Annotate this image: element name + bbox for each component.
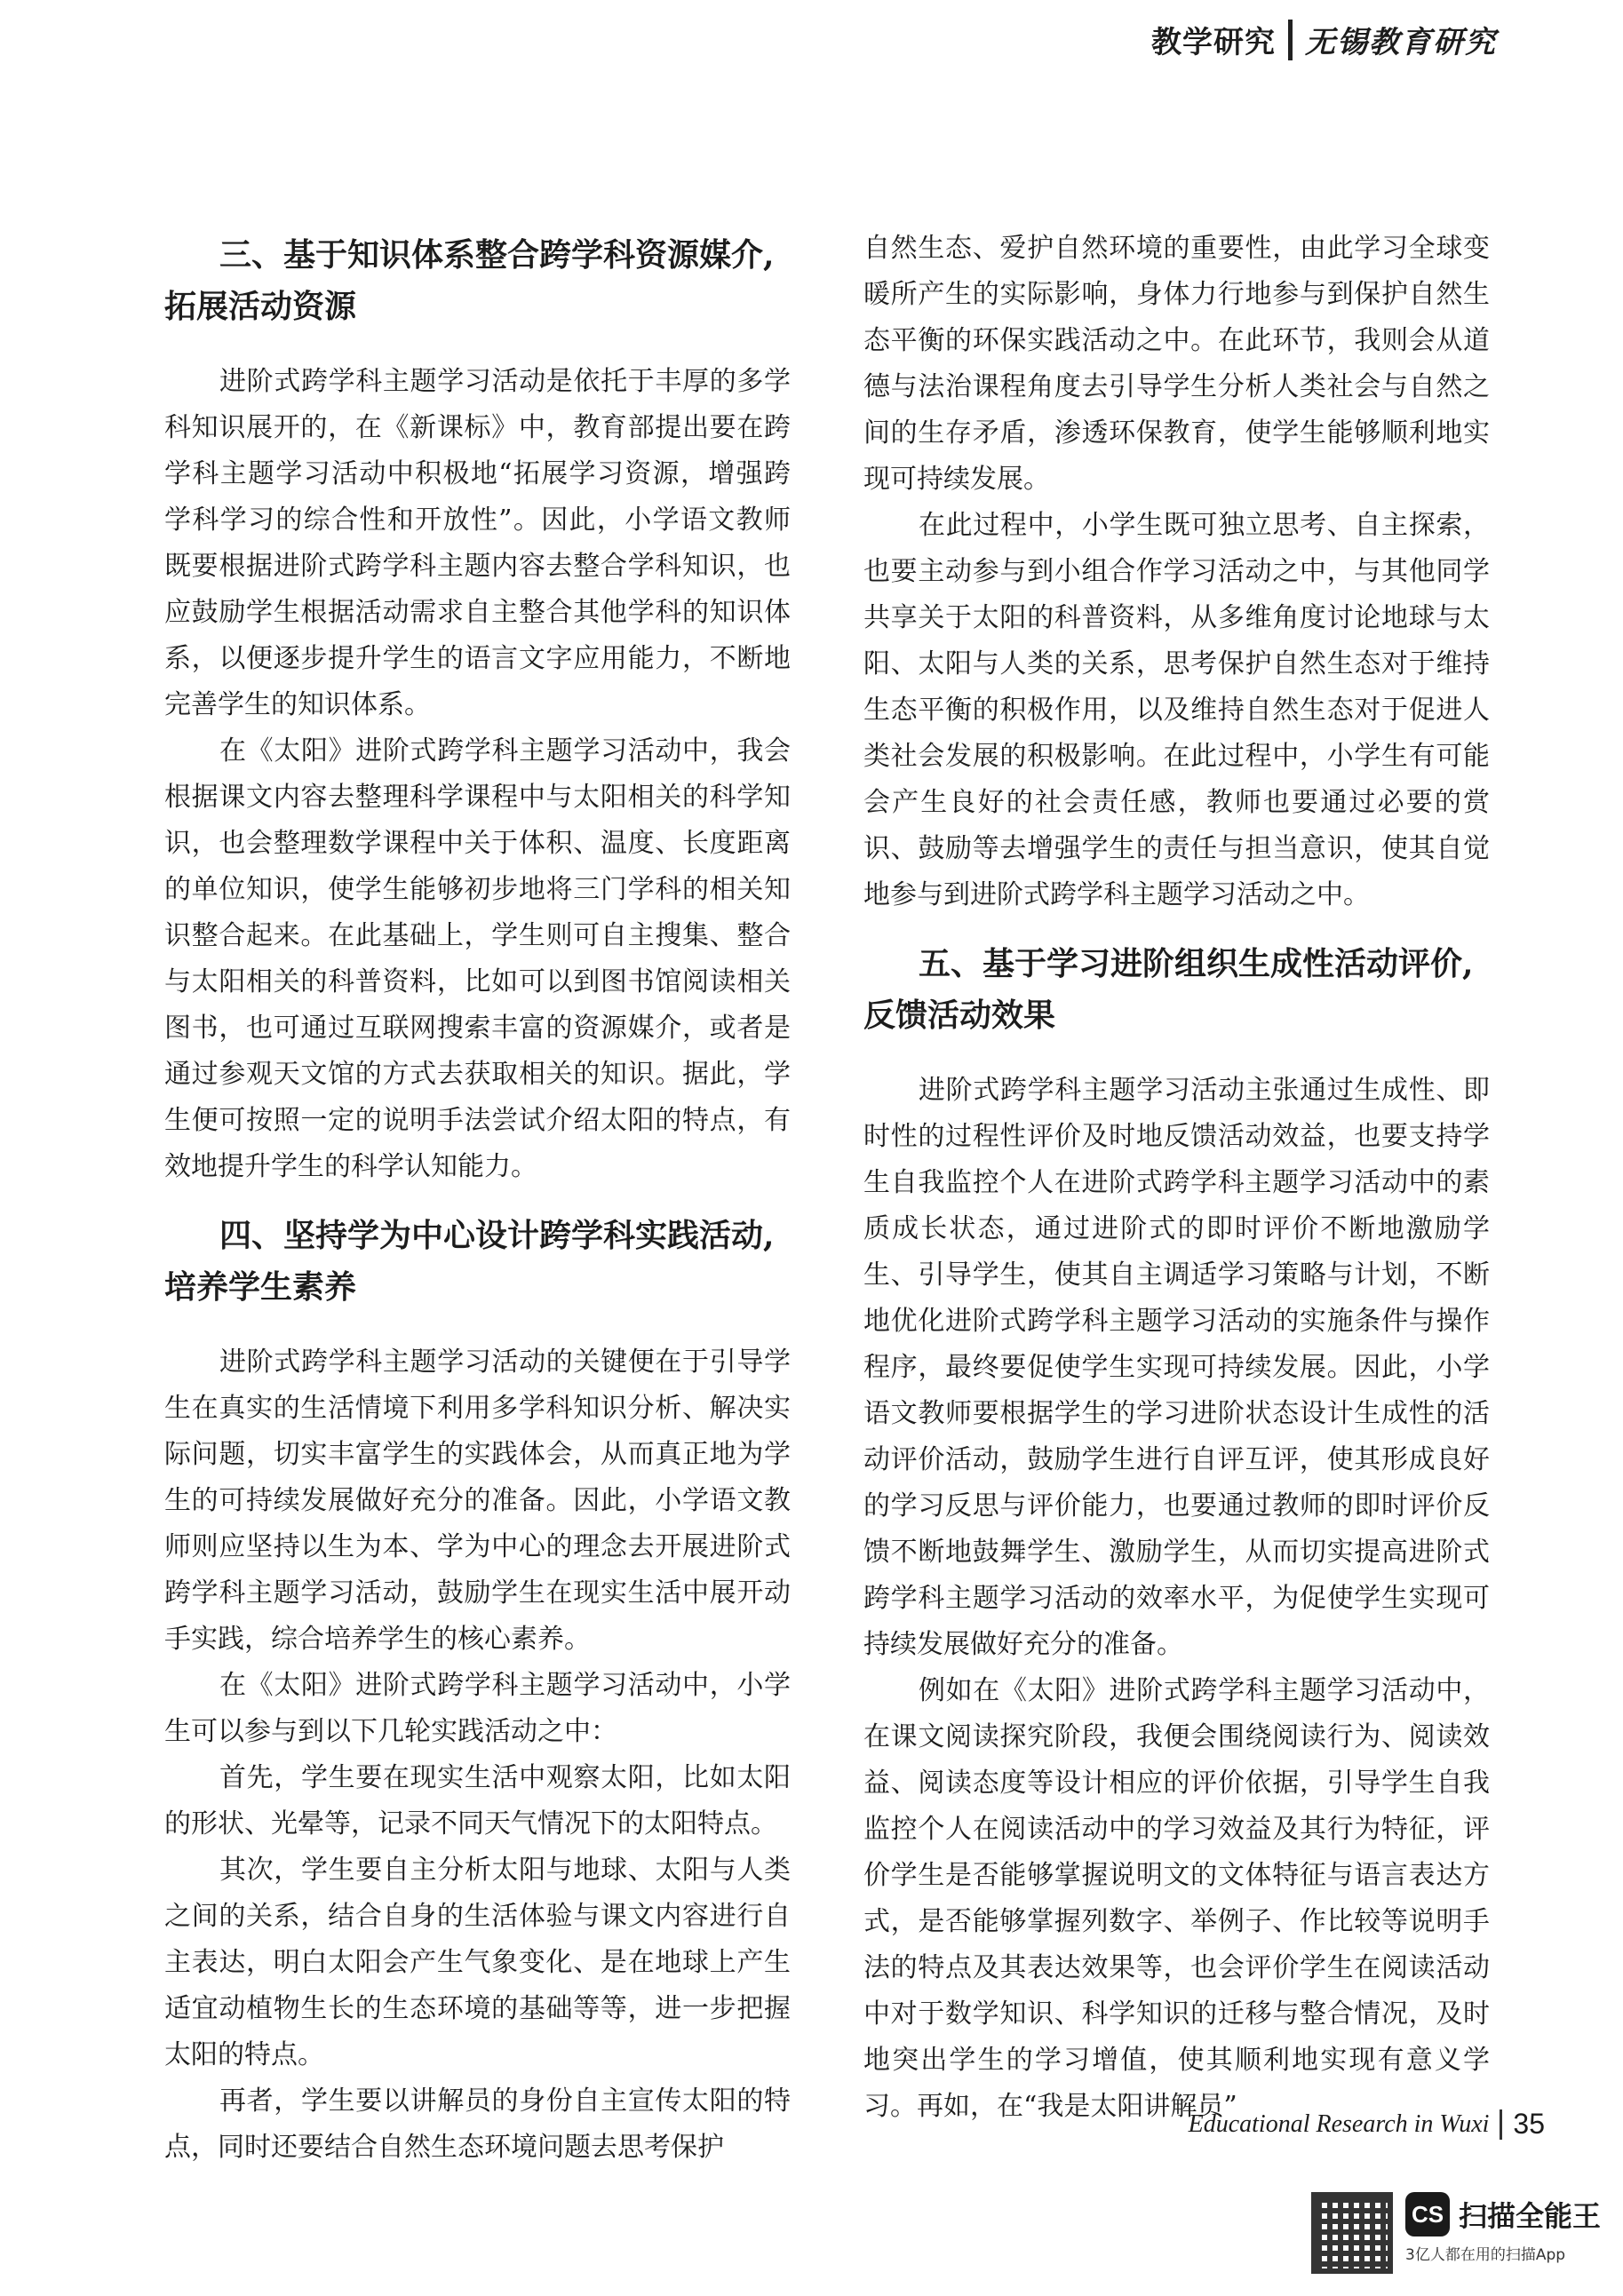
paragraph: 进阶式跨学科主题学习活动的关键便在于引导学生在真实的生活情境下利用多学科知识分析、解决实际问题，切实丰富学生的实践体会，从而真正地为学生的可持续发展做好充分的准备。因此，小学语文教师则应坚持以生为本、学为中心的理念去开展进阶式跨学科主题学习活动，鼓励学生在现实生活中展开动手实践，综合培养学生的核心素养。 [164,1347,791,1655]
heading-3-line2: 拓展活动资源 [164,288,357,325]
section-heading-4 [164,1210,791,1313]
right-column [863,226,1490,2130]
footer-divider [1500,2109,1502,2140]
paragraph: 进阶式跨学科主题学习活动主张通过生成性、即时性的过程性评价及时地反馈活动效益，也要支持学生自我监控个人在进阶式跨学科主题学习活动中的素质成长状态，通过进阶式的即时评价不断地激励学生、引导学生，使其自主调适学习策略与计划，不断地优化进阶式跨学科主题学习活动的实施条件与操作程序，最终要促使学生实现可持续发展。因此，小学语文教师要根据学生的学习进阶状态设计生成性的活动评价活动，鼓励学生进行自评互评，使其形成良好的学习反思与评价能力，也要通过教师的即时评价反馈不断地鼓舞学生、激励学生，从而切实提高进阶式跨学科主题学习活动的效率水平，为促使学生实现可持续发展做好充分的准备。 [863,1075,1490,1660]
paragraph: 再者，学生要以讲解员的身份自主宣传太阳的特点，同时还要结合自然生态环境问题去思考保护 [164,2085,791,2163]
running-header [1151,18,1497,61]
scanner-brand [1405,2192,1601,2264]
section-heading-3 [164,229,791,332]
paragraph: 进阶式跨学科主题学习活动是依托于丰厚的多学科知识展开的，在《新课标》中，教育部提出要在跨学科主题学习活动中积极地“拓展学习资源，增强跨学科学习的综合性和开放性”。因此，小学语文教师既要根据进阶式跨学科主题内容去整合学科知识，也应鼓励学生根据活动需求自主整合其他学科的知识体系，以便逐步提升学生的语言文字应用能力，不断地完善学生的知识体系。 [164,366,791,720]
qr-code-icon [1311,2192,1393,2274]
scanner-app-name: 扫描全能王 [1459,2199,1602,2233]
paragraph: 首先，学生要在现实生活中观察太阳，比如太阳的形状、光晕等，记录不同天气情况下的太阳特点。 [164,1762,791,1839]
heading-4-line1: 四、坚持学为中心设计跨学科实践活动, [219,1217,775,1254]
left-column [164,229,791,2171]
scanner-watermark [1311,2192,1601,2274]
section-heading-5 [863,938,1490,1041]
header-section: 教学研究 [1151,25,1276,60]
scanner-tagline: 3亿人都在用的扫描App [1405,2246,1566,2264]
header-divider [1288,20,1293,60]
paragraph: 其次，学生要自主分析太阳与地球、太阳与人类之间的关系，结合自身的生活体验与课文内容进行自主表达，明白太阳会产生气象变化、是在地球上产生适宜动植物生长的生态环境的基础等等，进一步把握太阳的特点。 [164,1855,791,2070]
paragraph: 在《太阳》进阶式跨学科主题学习活动中，我会根据课文内容去整理科学课程中与太阳相关的科学知识，也会整理数学课程中关于体积、温度、长度距离的单位知识，使学生能够初步地将三门学科的相关知识整合起来。在此基础上，学生则可自主搜集、整合与太阳相关的科普资料，比如可以到图书馆阅读相关图书，也可通过互联网搜索丰富的资源媒介，或者是通过参观天文馆的方式去获取相关的知识。据此，学生便可按照一定的说明手法尝试介绍太阳的特点，有效地提升学生的科学认知能力。 [164,735,791,1182]
footer-journal-title: Educational Research in Wuxi [1188,2109,1490,2138]
paragraph-continued: 自然生态、爱护自然环境的重要性，由此学习全球变暖所产生的实际影响，身体力行地参与到保护自然生态平衡的环保实践活动之中。在此环节，我则会从道德与法治课程角度去引导学生分析人类社会与自然之间的生存矛盾，渗透环保教育，使学生能够顺利地实现可持续发展。 [863,233,1490,495]
running-footer [1189,2108,1545,2141]
paragraph: 例如在《太阳》进阶式跨学科主题学习活动中，在课文阅读探究阶段，我便会围绕阅读行为、阅读效益、阅读态度等设计相应的评价依据，引导学生自我监控个人在阅读活动中的学习效益及其行为特征，评价学生是否能够掌握说明文的文体特征与语言表达方式，是否能够掌握列数字、举例子、作比较等说明手法的特点及其表达效果等，也会评价学生在阅读活动中对于数学知识、科学知识的迁移与整合情况，及时地突出学生的学习增值，使其顺利地实现有意义学习。再如，在“我是太阳讲解员” [863,1675,1490,2122]
heading-3-line1: 三、基于知识体系整合跨学科资源媒介, [219,236,775,274]
heading-5-line2: 反馈活动效果 [863,997,1056,1034]
header-journal-title: 无锡教育研究 [1305,25,1497,60]
paragraph: 在此过程中，小学生既可独立思考、自主探索，也要主动参与到小组合作学习活动之中，与其他同学共享关于太阳的科普资料，从多维角度讨论地球与太阳、太阳与人类的关系，思考保护自然生态对于维持生态平衡的积极作用，以及维持自然生态对于促进人类社会发展的积极影响。在此过程中，小学生有可能会产生良好的社会责任感，教师也要通过必要的赏识、鼓励等去增强学生的责任与担当意识，使其自觉地参与到进阶式跨学科主题学习活动之中。 [863,510,1490,910]
page-number: 35 [1513,2108,1545,2140]
paragraph: 在《太阳》进阶式跨学科主题学习活动中，小学生可以参与到以下几轮实践活动之中： [164,1670,791,1747]
heading-5-line1: 五、基于学习进阶组织生成性活动评价, [919,945,1474,982]
camscanner-logo-icon: CS [1405,2192,1450,2236]
heading-4-line2: 培养学生素养 [164,1268,357,1306]
